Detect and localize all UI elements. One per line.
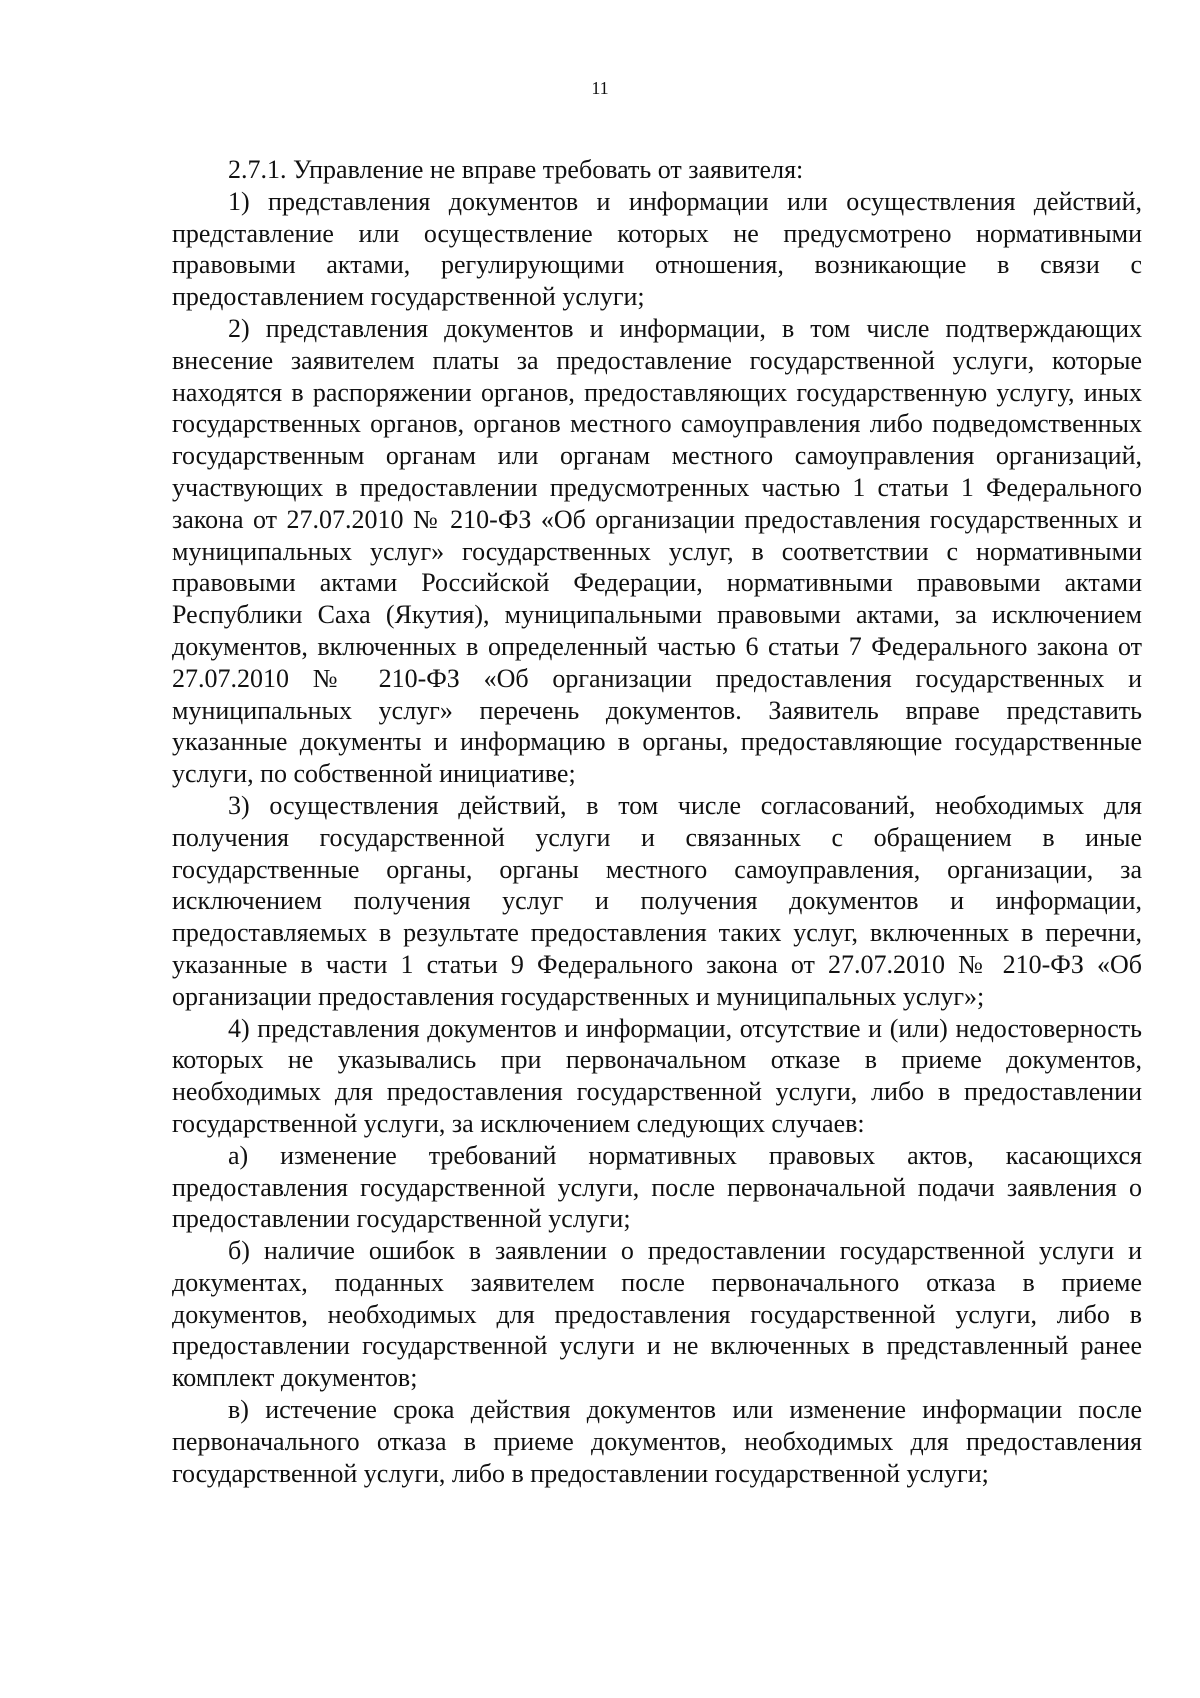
- paragraph-subitem-b: б) наличие ошибок в заявлении о предоставлении государственной услуги и документах, поданных заявителем после первоначального отказа в приеме документов, необходимых для предоставления государственной услуги, либо в предоставлении государственной услуги и не включенных в представленный ранее комплект документов;: [172, 1236, 1142, 1393]
- paragraph-item-4: 4) представления документов и информации, отсутствие и (или) недостоверность которых не указывались при первоначальном отказе в приеме документов, необходимых для предоставления государственной услуги, либо в предоставлении государственной услуги, за исключением следующих случаев:: [172, 1013, 1142, 1138]
- paragraph-item-1: 1) представления документов и информации или осуществления действий, представление или осуществление которых не предусмотрено нормативными правовыми актами, регулирующими отношения, возникающие в связи с предоставлением государственной услуги;: [172, 186, 1142, 312]
- paragraph-subitem-a: а) изменение требований нормативных правовых актов, касающихся предоставления государственной услуги, после первоначальной подачи заявления о предоставлении государственной услуги;: [172, 1140, 1142, 1234]
- paragraph-2-7-1-intro: 2.7.1. Управление не вправе требовать от заявителя:: [228, 155, 804, 184]
- paragraph-item-3: 3) осуществления действий, в том числе согласований, необходимых для получения государственной услуги и связанных с обращением в иные государственные органы, органы местного самоуправления, организации, за исключением получения услуг и получения документов и информации, предоставляемых в результате предоставления таких услуг, включенных в перечни, указанные в части 1 статьи 9 Федерального закона от 27.07.2010 № 210-ФЗ «Об организации предоставления государственных и муниципальных услуг»;: [172, 790, 1142, 1011]
- document-body: [172, 154, 1142, 1489]
- paragraph-item-2: 2) представления документов и информации, в том числе подтверждающих внесение заявителем платы за предоставление государственной услуги, которые находятся в распоряжении органов, предоставляющих государственную услугу, иных государственных органов, органов местного самоуправления либо подведомственных государственным органам или органам местного самоуправления организаций, участвующих в предоставлении предусмотренных частью 1 статьи 1 Федерального закона от 27.07.2010 № 210-ФЗ «Об организации предоставления государственных и муниципальных услуг» государственных услуг, в соответствии с нормативными правовыми актами Российской Федерации, нормативными правовыми актами Республики Саха (Якутия), муниципальными правовыми актами, за исключением документов, включенных в определенный частью 6 статьи 7 Федерального закона от 27.07.2010 № 210-ФЗ «Об организации предоставления государственных и муниципальных услуг» перечень документов. Заявитель вправе представить указанные документы и информацию в органы, предоставляющие государственные услуги, по собственной инициативе;: [172, 313, 1142, 789]
- paragraph-subitem-v: в) истечение срока действия документов или изменение информации после первоначального отказа в приеме документов, необходимых для предоставления государственной услуги, либо в предоставлении государственной услуги;: [172, 1395, 1142, 1488]
- page-number: 11: [591, 78, 609, 98]
